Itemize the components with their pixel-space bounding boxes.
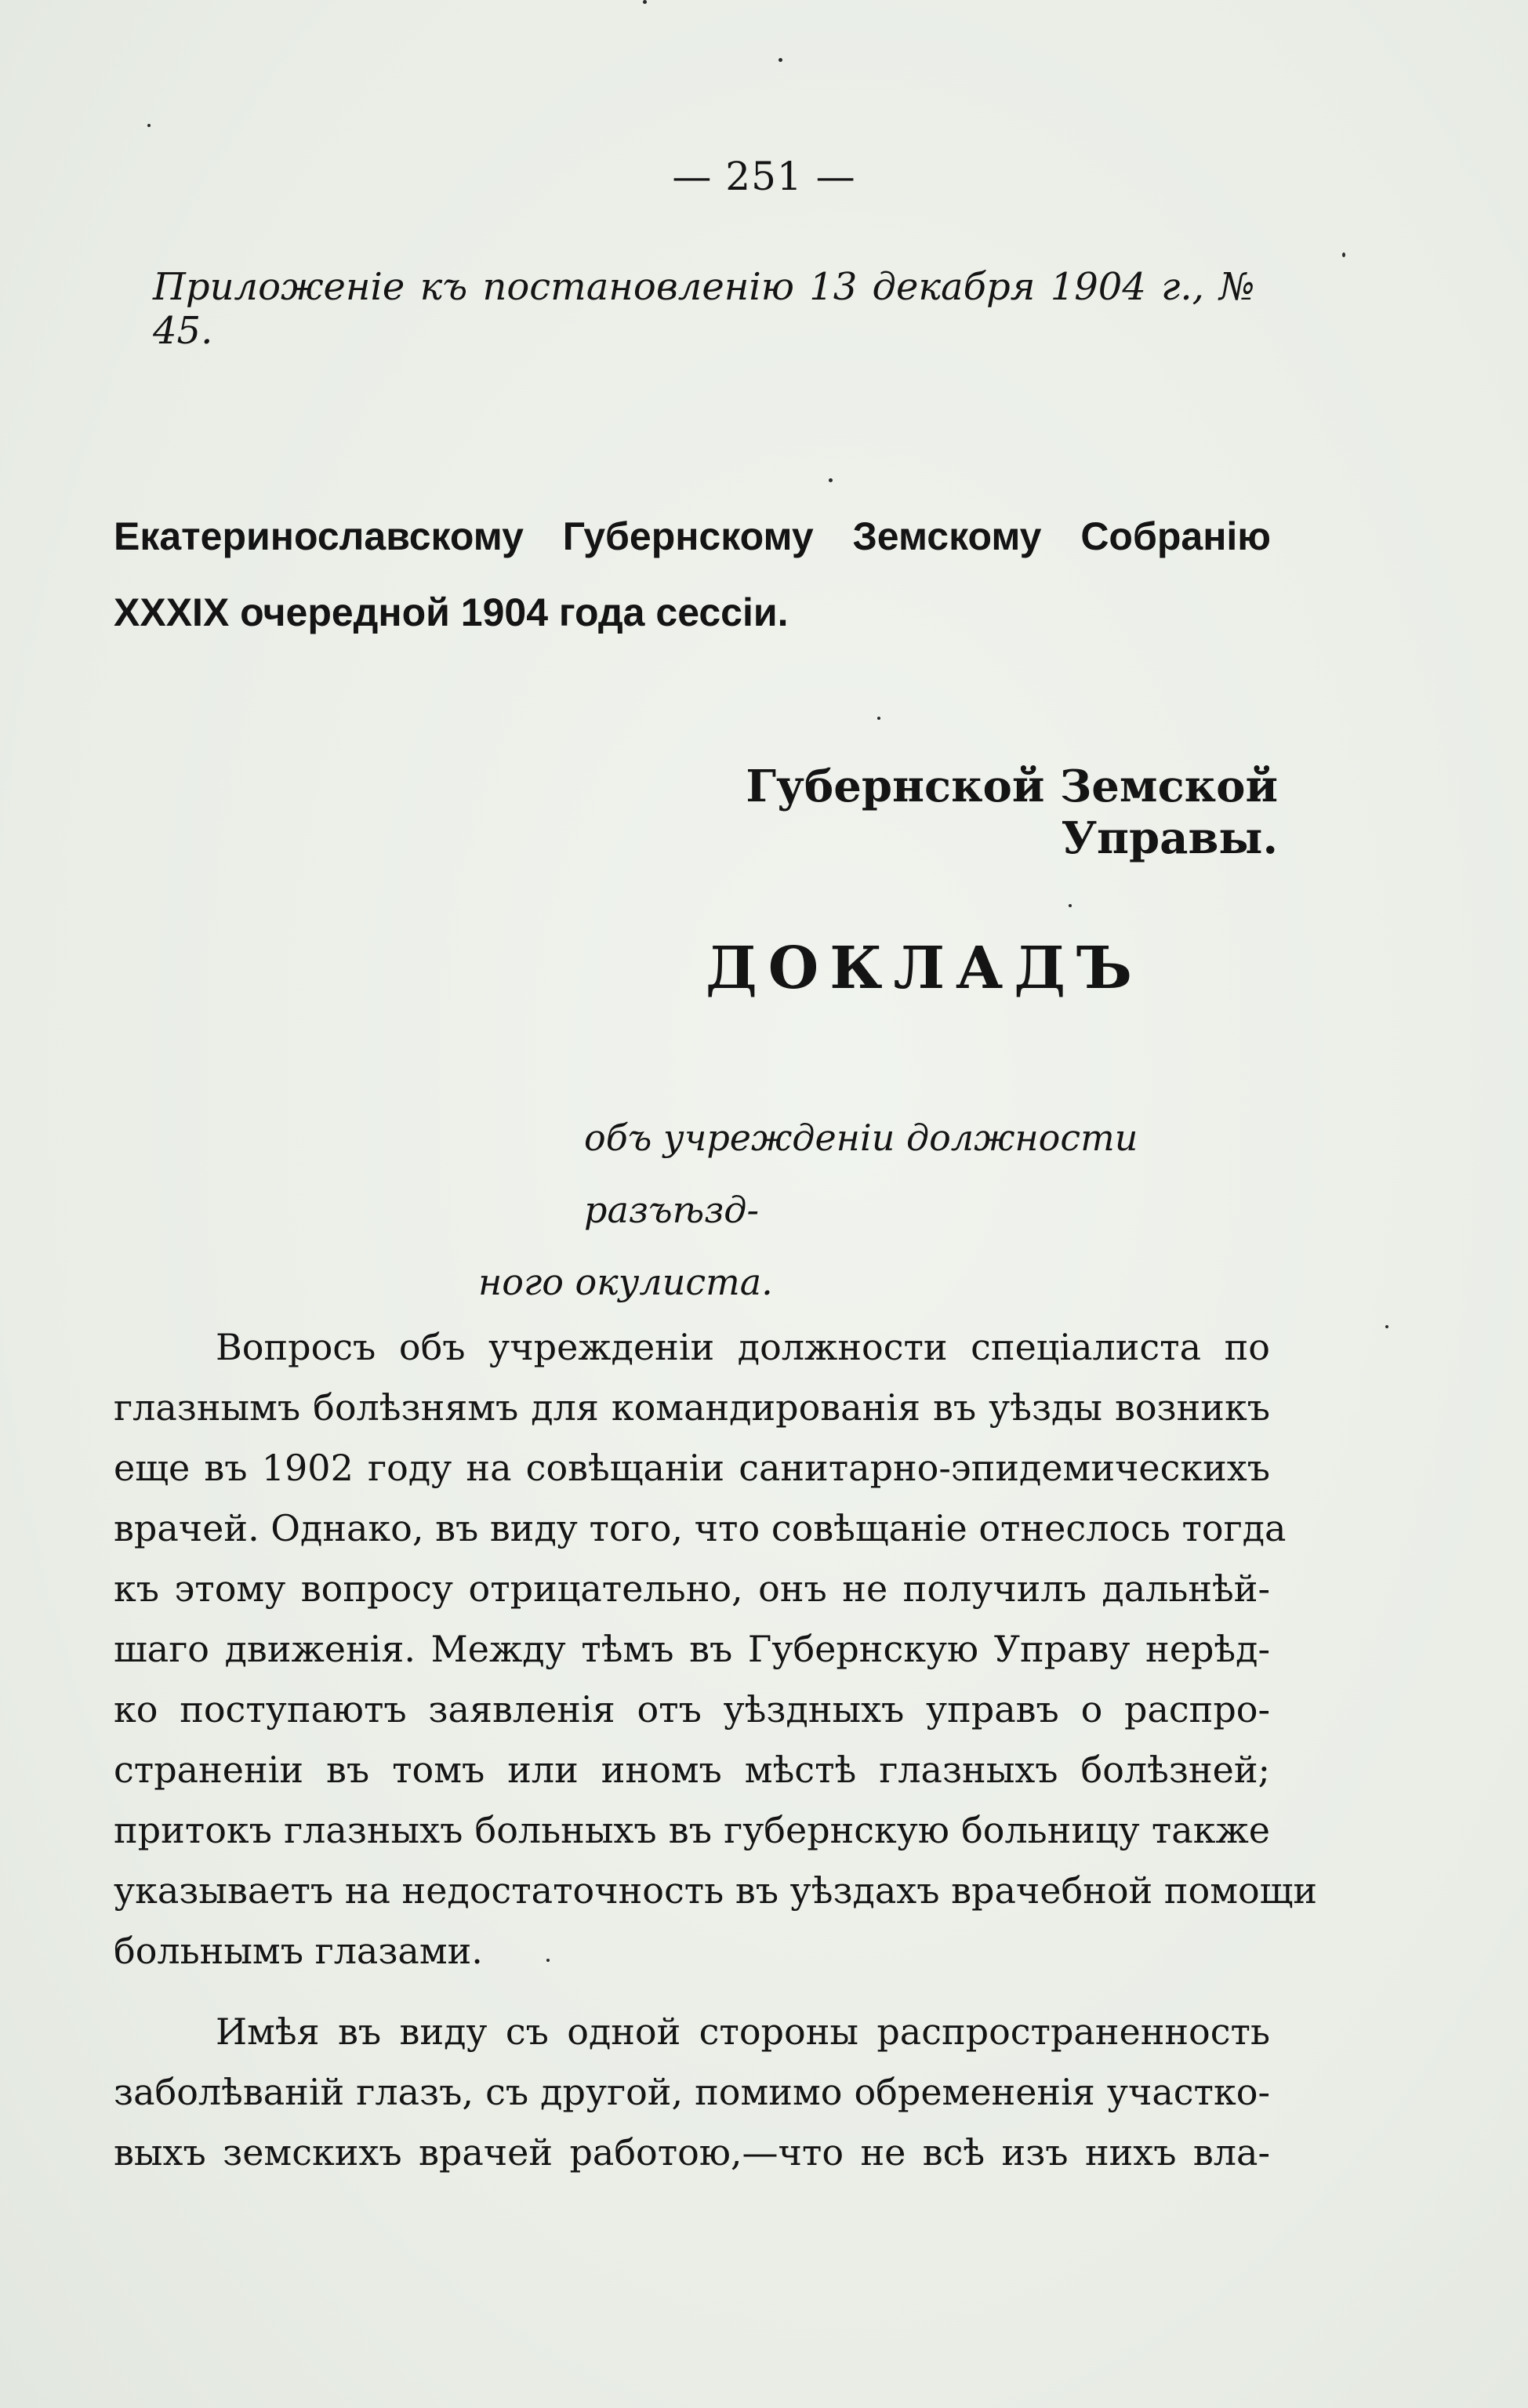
issuer-heading: Губернской Земской Управы. bbox=[746, 761, 1278, 864]
text-line: выхъ земскихъ врачей работою,—что не всѣ изъ нихъ вла- bbox=[114, 2131, 1270, 2174]
addressee-line-2: XXXIX очередной 1904 года сессіи. bbox=[114, 590, 789, 634]
text-line: еще въ 1902 году на совѣщаніи санитарно-эпидемическихъ bbox=[114, 1447, 1270, 1489]
paper-speck bbox=[779, 58, 782, 62]
report-subject bbox=[478, 1102, 1278, 1318]
page-number: — 251 — bbox=[672, 154, 856, 199]
addressee-line-1: Екатеринославскому Губернскому Земскому Собранію bbox=[114, 514, 1271, 558]
paper-speck bbox=[1069, 904, 1072, 907]
text-line: ко поступаютъ заявленія отъ уѣздныхъ управъ о распро- bbox=[114, 1688, 1270, 1731]
paragraph-1 bbox=[114, 1317, 1318, 1981]
appendix-note: Приложеніе къ постановленію 13 декабря 1904 г., № 45. bbox=[153, 265, 1255, 353]
paper-speck bbox=[643, 0, 647, 4]
text-line: врачей. Однако, въ виду того, что совѣщаніе отнеслось тогда bbox=[114, 1507, 1287, 1549]
text-line: заболѣваній глазъ, съ другой, помимо обремененія участко- bbox=[114, 2071, 1270, 2113]
paper-speck bbox=[147, 124, 151, 127]
addressee-block bbox=[114, 499, 1271, 651]
text-line: къ этому вопросу отрицательно, онъ не получилъ дальнѣй- bbox=[114, 1567, 1270, 1610]
text-line: Имѣя въ виду съ одной стороны распространенность bbox=[216, 2010, 1270, 2053]
text-line: Вопросъ объ учрежденіи должности спеціалиста по bbox=[216, 1326, 1270, 1368]
text-line: указываетъ на недостаточность въ уѣздахъ врачебной помощи bbox=[114, 1869, 1318, 1912]
subject-line-1: объ учрежденіи должности разъѣзд- bbox=[584, 1117, 1138, 1231]
paper-speck bbox=[546, 1959, 550, 1962]
text-line: шаго движенія. Между тѣмъ въ Губернскую Управу нерѣд- bbox=[114, 1628, 1270, 1670]
text-line: страненіи въ томъ или иномъ мѣстѣ глазныхъ болѣзней; bbox=[114, 1749, 1270, 1791]
paper-speck bbox=[1385, 1325, 1388, 1328]
text-line: больнымъ глазами. bbox=[114, 1930, 483, 1972]
text-line: глазнымъ болѣзнямъ для командированія въ уѣзды возникъ bbox=[114, 1386, 1270, 1429]
paper-speck bbox=[829, 478, 833, 482]
body-text bbox=[114, 1317, 1318, 2183]
paragraph-2 bbox=[114, 2002, 1270, 2183]
text-line: притокъ глазныхъ больныхъ въ губернскую больницу также bbox=[114, 1809, 1270, 1851]
subject-line-2: ного окулиста. bbox=[478, 1261, 773, 1303]
paper-speck bbox=[877, 717, 880, 720]
document-title: ДОКЛАДЪ bbox=[706, 935, 1143, 1002]
paper-speck bbox=[1342, 252, 1345, 257]
